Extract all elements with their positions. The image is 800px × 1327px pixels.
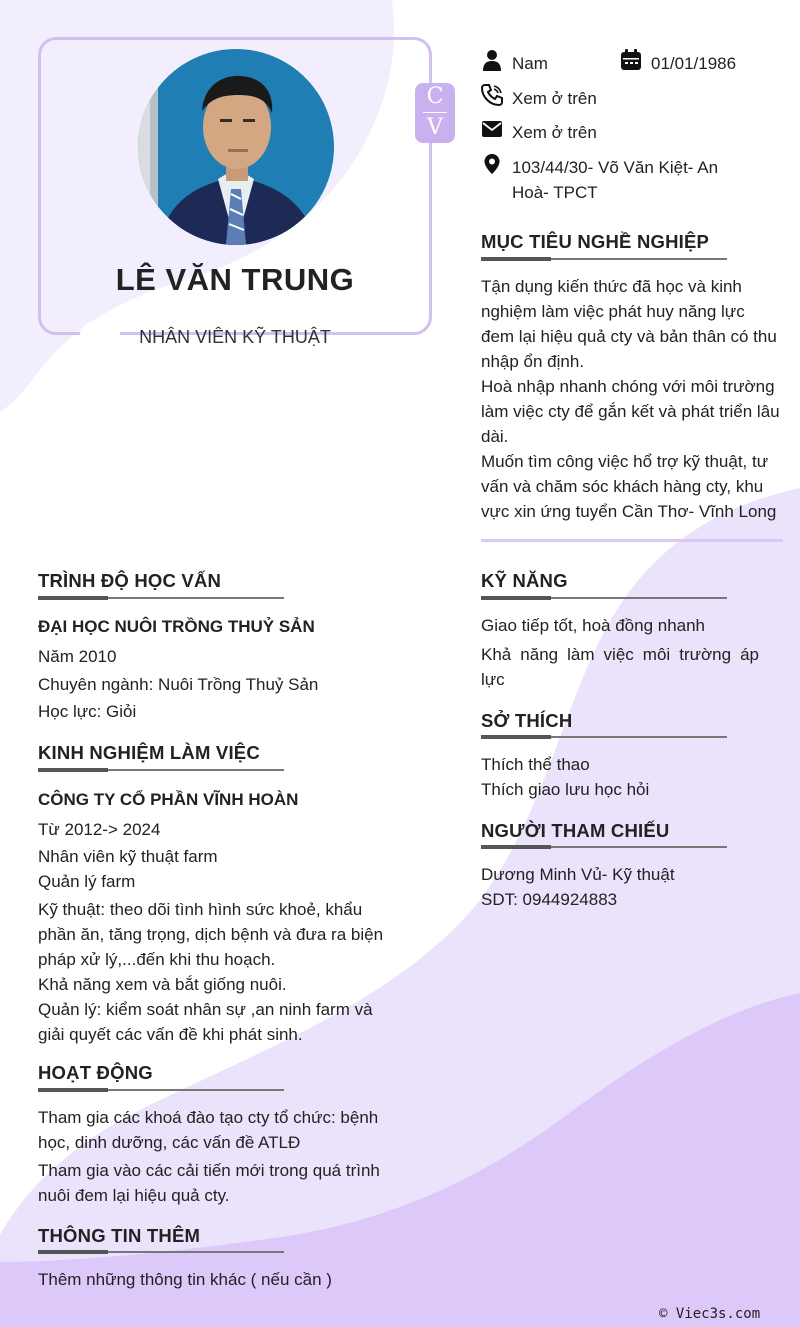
- experience-line: Khả năng xem và bắt giống nuôi.: [38, 975, 287, 994]
- objective-line: dài.: [481, 427, 509, 446]
- education-school: ĐẠI HỌC NUÔI TRỒNG THUỶ SẢN: [38, 617, 315, 636]
- objective-line: làm việc cty để gắn kết và phát triển lâu: [481, 402, 780, 421]
- objective-line: Hoà nhập nhanh chóng với môi trường: [481, 377, 775, 396]
- cv-badge-letter-v: V: [427, 115, 443, 140]
- candidate-name: LÊ VĂN TRUNG: [115, 262, 355, 297]
- location-icon: [481, 153, 503, 175]
- objective-line: nghiệm làm việc phát huy năng lực: [481, 302, 745, 321]
- objective-underline: [481, 258, 727, 260]
- education-title: TRÌNH ĐỘ HỌC VẤN: [38, 570, 222, 591]
- calendar-icon: [620, 49, 642, 71]
- cv-badge: [415, 83, 455, 143]
- hobbies-underline: [481, 736, 727, 738]
- birthday-value: 01/01/1986: [651, 54, 737, 73]
- reference-title: NGƯỜI THAM CHIẾU: [481, 820, 670, 841]
- contact-gender: [481, 49, 621, 74]
- footer-copyright: © Viec3s.com: [659, 1306, 761, 1322]
- activities-line: học, dinh dưỡng, các vấn đề ATLĐ: [38, 1133, 301, 1152]
- reference-phone: SDT: 0944924883: [481, 890, 618, 909]
- skill-item: Giao tiếp tốt, hoà đồng nhanh: [481, 616, 706, 635]
- additional-underline: [38, 1251, 284, 1253]
- mail-icon: [481, 118, 503, 140]
- reference-underline: [481, 846, 727, 848]
- reference-name: Dương Minh Vủ- Kỹ thuật: [481, 865, 675, 884]
- experience-period: Từ 2012-> 2024: [38, 820, 161, 839]
- objective-text: [481, 274, 791, 524]
- contact-phone: [481, 84, 781, 109]
- experience-underline: [38, 769, 284, 771]
- education-major: Chuyên ngành: Nuôi Trồng Thuỷ Sản: [38, 675, 319, 694]
- person-icon: [481, 49, 503, 71]
- cv-badge-letter-c: C: [426, 84, 444, 109]
- gender-value: Nam: [512, 54, 548, 73]
- skills-underline: [481, 597, 727, 599]
- skills-title: KỸ NĂNG: [481, 570, 568, 591]
- objective-line: Tận dụng kiến thức đã học và kinh: [481, 277, 742, 296]
- avatar-photo: [138, 49, 334, 245]
- experience-line: Quản lý: kiểm soát nhân sự ,an ninh farm và: [38, 1000, 373, 1019]
- contact-address: [481, 153, 781, 203]
- experience-line: pháp xử lý,...đến khi thu hoạch.: [38, 950, 276, 969]
- address-line-2: Hoà- TPCT: [512, 183, 598, 202]
- activities-title: HOẠT ĐỘNG: [38, 1062, 153, 1083]
- hobby-item: Thích giao lưu học hỏi: [481, 780, 650, 799]
- email-value: Xem ở trên: [512, 123, 597, 142]
- education-grade: Học lực: Giỏi: [38, 702, 137, 721]
- activities-text: [38, 1105, 418, 1208]
- objective-line: vấn và chăm sóc khách hàng cty, khu: [481, 477, 764, 496]
- education-year: Năm 2010: [38, 647, 117, 666]
- activities-line: Tham gia vào các cải tiến mới trong quá trình: [38, 1161, 380, 1180]
- hobby-item: Thích thể thao: [481, 755, 590, 774]
- hobbies-title: SỞ THÍCH: [481, 710, 573, 731]
- objective-title: MỤC TIÊU NGHỀ NGHIỆP: [481, 231, 710, 252]
- additional-text: Thêm những thông tin khác ( nếu cần ): [38, 1270, 332, 1289]
- experience-role-2: Quản lý farm: [38, 872, 136, 891]
- phone-value: Xem ở trên: [512, 89, 597, 108]
- objective-line: nhập ổn định.: [481, 352, 585, 371]
- phone-icon: [481, 84, 503, 106]
- objective-line: Muốn tìm công việc hổ trợ kỹ thuật, tư: [481, 452, 769, 471]
- experience-title: KINH NGHIỆM LÀM VIỆC: [38, 742, 260, 763]
- activities-underline: [38, 1089, 284, 1091]
- experience-role-1: Nhân viên kỹ thuật farm: [38, 847, 218, 866]
- contact-birthday: [620, 49, 780, 74]
- objective-line: vực xin ứng tuyển Cần Thơ- Vĩnh Long: [481, 502, 777, 521]
- experience-line: phần ăn, tăng trọng, dịch bệnh và đưa ra biện: [38, 925, 384, 944]
- experience-company: CÔNG TY CỔ PHẦN VĨNH HOÀN: [38, 790, 299, 809]
- avatar: [138, 49, 334, 245]
- skill-item-cont: lực: [481, 670, 505, 689]
- job-position: NHÂN VIÊN KỸ THUẬT: [139, 327, 331, 347]
- activities-line: nuôi đem lại hiệu quả cty.: [38, 1186, 230, 1205]
- address-line-1: 103/44/30- Võ Văn Kiệt- An: [512, 158, 719, 177]
- activities-line: Tham gia các khoá đào tạo cty tổ chức: bệnh: [38, 1108, 379, 1127]
- section-divider: [481, 539, 783, 542]
- contact-email: [481, 118, 781, 143]
- experience-details: [38, 897, 418, 1047]
- skill-item: Khả năng làm việc môi trường áp: [481, 645, 759, 664]
- experience-line: Kỹ thuật: theo dõi tình hình sức khoẻ, khẩu: [38, 900, 363, 919]
- objective-line: đem lại hiệu quả cty và bản thân có thu: [481, 327, 777, 346]
- education-underline: [38, 597, 284, 599]
- additional-title: THÔNG TIN THÊM: [38, 1225, 201, 1246]
- experience-line: giải quyết các vấn đề khi phát sinh.: [38, 1025, 303, 1044]
